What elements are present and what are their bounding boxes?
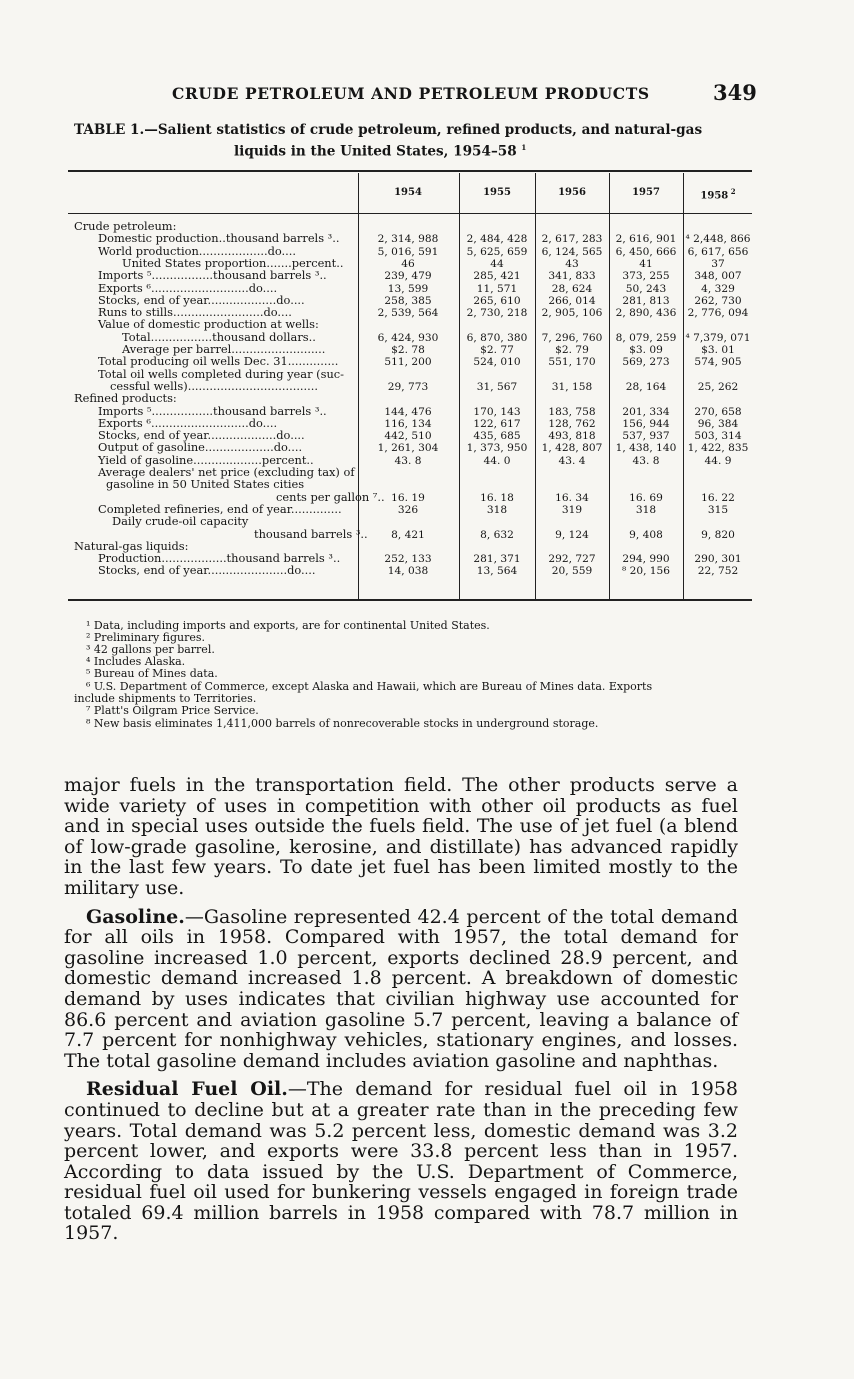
table-cell: 2, 314, 988 bbox=[377, 233, 439, 246]
table-top-rule bbox=[68, 170, 752, 172]
table-cell: 4, 329 bbox=[701, 282, 735, 295]
table-cell: 6, 124, 565 bbox=[541, 245, 603, 258]
paragraph-gasoline bbox=[64, 907, 738, 1072]
table-cell: $2. 78 bbox=[391, 344, 425, 356]
body-text bbox=[64, 775, 738, 1252]
table-row-label: Stocks, end of year......................do.... bbox=[98, 563, 316, 578]
footnote: include shipments to Territories. bbox=[74, 692, 257, 705]
footnote: ⁶ U.S. Department of Commerce, except Alaska and Hawaii, which are Bureau of Mines data. Exports bbox=[86, 680, 653, 693]
table-cell: 46 bbox=[401, 257, 415, 270]
table-cell: 373, 255 bbox=[622, 270, 670, 283]
column-header bbox=[370, 187, 446, 198]
table-cell: 16. 69 bbox=[629, 491, 663, 504]
table-cell: 290, 301 bbox=[694, 553, 742, 566]
table-cell: 156, 944 bbox=[622, 417, 670, 430]
table-cell: 16. 18 bbox=[480, 491, 514, 504]
column-header bbox=[680, 187, 756, 201]
table-cell: 16. 34 bbox=[555, 491, 589, 504]
table-cell: 281, 813 bbox=[622, 294, 670, 307]
table-cell: 2, 730, 218 bbox=[466, 307, 528, 320]
table-cell: 31, 158 bbox=[551, 380, 593, 393]
table-cell: 9, 408 bbox=[629, 528, 663, 541]
paragraph-gasoline-text: —Gasoline represented 42.4 percent of the total demand for all oils in 1958. Compared with 1957, the total demand for gasoline increased 1.0 percent, exports declined 28.9 percent, and domestic demand increased 1.8 percent. A breakdown of domestic demand by uses indicates that civilian highway use accounted for 86.6 percent and aviation gasoline 5.7 percent, leaving a balance of 7.7 percent for nonhighway vehicles, stationary engines, and losses. The total gasoline demand includes aviation gasoline and naphthas. bbox=[64, 905, 738, 1072]
table-row-label: Yield of gasoline...................percent.. bbox=[98, 452, 314, 467]
table-cell: 201, 334 bbox=[622, 405, 670, 418]
table-cell: 11, 571 bbox=[476, 282, 518, 295]
table-row-label: Domestic production..thousand barrels ³.. bbox=[98, 231, 340, 246]
table-cell: 43. 8 bbox=[394, 454, 422, 467]
column-header bbox=[459, 187, 535, 198]
table-cell: $3. 01 bbox=[701, 344, 735, 356]
footnote: ³ 42 gallons per barrel. bbox=[86, 643, 215, 656]
table-cell: 2, 890, 436 bbox=[615, 307, 677, 320]
table-row-label: Production..................thousand barrels ³.. bbox=[98, 551, 341, 566]
table-title-line2-text: liquids in the United States, 1954–58 bbox=[234, 143, 517, 160]
table-title bbox=[74, 122, 754, 161]
column-header bbox=[534, 187, 610, 198]
table-cell: 128, 762 bbox=[548, 417, 596, 430]
table-cell: 6, 424, 930 bbox=[377, 331, 439, 344]
column-header-ref: 2 bbox=[728, 187, 736, 196]
table-cell: 8, 079, 259 bbox=[615, 331, 677, 344]
table-cell: 29, 773 bbox=[387, 380, 429, 393]
table-row-label: Imports ⁵.................thousand barrels ³.. bbox=[98, 403, 327, 418]
table-cell: 22, 752 bbox=[697, 565, 739, 578]
table-row-label: Runs to stills.........................do.... bbox=[98, 305, 292, 320]
table-cell: 493, 818 bbox=[548, 430, 596, 443]
section-heading-gasoline: Gasoline. bbox=[86, 905, 185, 928]
paragraph-residual-fuel-oil-text: —The demand for residual fuel oil in 1958 continued to decline but at a greater rate than in the preceding few years. Total demand was 5.2 percent less, domestic demand was 3.2 percent lower, and exports were 33.8 percent less than in 1957. According to data issued by the U.S. Department of Commerce, residual fuel oil used for bunkering vessels engaged in foreign trade totaled 69.4 million barrels in 1958 compared with 78.7 million in 1957. bbox=[64, 1078, 738, 1245]
table-row-label: Average per barrel.......................... bbox=[122, 342, 326, 356]
table-cell: 44. 0 bbox=[483, 454, 511, 467]
table-cell: 5, 625, 659 bbox=[466, 245, 528, 258]
table-row-label: gasoline in 50 United States cities bbox=[106, 477, 305, 492]
table-row-label: Total.................thousand dollars.. bbox=[122, 329, 316, 344]
table-header-rule bbox=[68, 213, 752, 214]
table-cell: 511, 200 bbox=[384, 356, 432, 369]
table-cell: 8, 632 bbox=[480, 528, 514, 541]
table-cell: 43. 4 bbox=[558, 454, 586, 467]
table-cell: 315 bbox=[707, 503, 729, 516]
table-cell: 6, 450, 666 bbox=[615, 245, 677, 258]
table-cell: 292, 727 bbox=[548, 553, 596, 566]
table-cell: 1, 373, 950 bbox=[466, 442, 528, 455]
table-cell: 2, 539, 564 bbox=[377, 307, 439, 320]
table-cell: 8, 421 bbox=[391, 528, 425, 541]
table-row-label: cents per gallon ⁷.. bbox=[276, 489, 385, 504]
table-row-label: Average dealers' net price (excluding tax) of bbox=[98, 465, 355, 479]
table-cell: 569, 273 bbox=[622, 356, 670, 369]
column-header-year: 1954 bbox=[394, 187, 422, 198]
table-title-line1: TABLE 1.—Salient statistics of crude petroleum, refined products, and natural-gas bbox=[74, 122, 703, 138]
table-cell: 258, 385 bbox=[384, 294, 432, 307]
table-cell: 318 bbox=[635, 503, 657, 516]
table-row-label: Output of gasoline...................do.... bbox=[98, 440, 303, 455]
table-cell: 239, 479 bbox=[384, 270, 432, 283]
table-cell: 13, 599 bbox=[387, 282, 429, 295]
running-head: CRUDE PETROLEUM AND PETROLEUM PRODUCTS bbox=[172, 84, 650, 103]
table-cell: 122, 617 bbox=[473, 417, 521, 430]
table-cell: ⁸ 20, 156 bbox=[621, 565, 671, 578]
table-cell: 265, 610 bbox=[473, 294, 521, 307]
table-cell: 43. 8 bbox=[632, 454, 660, 467]
table-cell: 13, 564 bbox=[476, 565, 518, 578]
table-cell: 1, 261, 304 bbox=[377, 442, 439, 455]
table-cell: $2. 79 bbox=[555, 344, 589, 356]
column-header-year: 1955 bbox=[483, 187, 511, 198]
table-cell: 524, 010 bbox=[473, 356, 521, 369]
table-cell: 6, 870, 380 bbox=[466, 331, 528, 344]
table-cell: ⁴ 7,379, 071 bbox=[685, 331, 751, 344]
table-cell: 28, 164 bbox=[625, 380, 667, 393]
table-cell: 318 bbox=[486, 503, 508, 516]
table-cell: 270, 658 bbox=[694, 405, 742, 418]
table-row-label: thousand barrels ³.. bbox=[254, 526, 368, 541]
table-cell: 341, 833 bbox=[548, 270, 596, 283]
footnote: ⁵ Bureau of Mines data. bbox=[86, 667, 218, 680]
table-cell: 5, 016, 591 bbox=[377, 245, 439, 258]
paragraph-jet-fuel: major fuels in the transportation field. The other products serve a wide variety of uses in competition with other oil products as fuel and in special uses outside the fuels field. The use of jet fuel (a blend of low-grade gasoline, kerosine, and distillate) has advanced rapidly in the last few years. To date jet fuel has been limited mostly to the military use. bbox=[64, 774, 738, 899]
table-cell: 262, 730 bbox=[694, 294, 742, 307]
table-cell: 281, 371 bbox=[473, 553, 521, 566]
table-cell: 326 bbox=[397, 503, 419, 516]
table-cell: 16. 19 bbox=[391, 491, 425, 504]
table-cell: 25, 262 bbox=[697, 380, 739, 393]
table-cell: 294, 990 bbox=[622, 553, 670, 566]
column-header-year: 1958 bbox=[700, 190, 729, 202]
table-row-label: Stocks, end of year...................do.... bbox=[98, 292, 305, 307]
table-cell: 14, 038 bbox=[387, 565, 429, 578]
table-row-label: Total oil wells completed during year (suc- bbox=[98, 366, 345, 381]
table-row-label: Refined products: bbox=[74, 391, 177, 406]
table-cell: 2, 617, 283 bbox=[541, 233, 603, 246]
table-cell: 574, 905 bbox=[694, 356, 742, 369]
table-cell: 1, 438, 140 bbox=[615, 442, 677, 455]
table-cell: ⁴ 2,448, 866 bbox=[685, 233, 751, 246]
table-cell: 144, 476 bbox=[384, 405, 432, 418]
table-cell: 1, 428, 807 bbox=[541, 442, 603, 455]
table-cell: 285, 421 bbox=[473, 270, 521, 283]
table-title-ref: 1 bbox=[521, 143, 527, 152]
table-cell: 266, 014 bbox=[548, 294, 596, 307]
column-header bbox=[608, 187, 684, 198]
table-title-line2 bbox=[74, 139, 754, 161]
table-cell: 96, 384 bbox=[697, 417, 739, 430]
table-cell: $2. 77 bbox=[480, 344, 514, 356]
table-cell: 43 bbox=[565, 257, 579, 270]
column-header-year: 1957 bbox=[632, 187, 660, 198]
paragraph-residual-fuel-oil bbox=[64, 1079, 738, 1244]
table-cell: 551, 170 bbox=[548, 356, 596, 369]
footnote: ¹ Data, including imports and exports, are for continental United States. bbox=[86, 619, 490, 632]
table-cell: 348, 007 bbox=[694, 270, 742, 283]
table-cell: 44. 9 bbox=[704, 454, 732, 467]
table-cell: 7, 296, 760 bbox=[541, 331, 603, 344]
table-row-label: Completed refineries, end of year.............. bbox=[98, 501, 342, 516]
table-cell: 50, 243 bbox=[625, 282, 667, 295]
table-cell: 2, 484, 428 bbox=[466, 233, 528, 246]
table-cell: 44 bbox=[490, 257, 504, 270]
table-row-label: Exports ⁶...........................do.... bbox=[98, 280, 278, 295]
table-cell: 442, 510 bbox=[384, 430, 432, 443]
footnote: ⁸ New basis eliminates 1,411,000 barrels of nonrecoverable stocks in underground storage. bbox=[86, 717, 599, 730]
table-cell: 37 bbox=[711, 257, 725, 270]
table-row-label: Stocks, end of year...................do.... bbox=[98, 428, 305, 443]
table-cell: 2, 616, 901 bbox=[615, 233, 677, 246]
table-cell: 2, 905, 106 bbox=[541, 307, 603, 320]
table-row-label: Total producing oil wells Dec. 31.............. bbox=[98, 354, 339, 369]
column-header-year: 1956 bbox=[558, 187, 586, 198]
table-cell: 503, 314 bbox=[694, 430, 742, 443]
table-row-label: United States proportion.......percent.. bbox=[122, 255, 344, 270]
table-cell: 31, 567 bbox=[476, 380, 518, 393]
table-row-label: World production...................do.... bbox=[98, 243, 297, 258]
table-row-label: Crude petroleum: bbox=[74, 219, 177, 233]
table-cell: 41 bbox=[639, 257, 653, 270]
table-cell: 319 bbox=[561, 503, 583, 516]
table-row-label: Daily crude-oil capacity bbox=[112, 514, 249, 529]
footnote: ² Preliminary figures. bbox=[86, 631, 206, 644]
table-cell: 9, 820 bbox=[701, 528, 735, 541]
table-cell: 1, 422, 835 bbox=[687, 442, 749, 455]
table-cell: $3. 09 bbox=[629, 344, 663, 356]
table-row-label: Exports ⁶...........................do.... bbox=[98, 415, 278, 430]
section-heading-residual-fuel-oil: Residual Fuel Oil. bbox=[86, 1078, 288, 1101]
table-cell: 435, 685 bbox=[473, 430, 521, 443]
table-row-label: cessful wells).................................... bbox=[110, 378, 319, 393]
footnote: ⁷ Platt's Oilgram Price Service. bbox=[86, 704, 259, 717]
table-row-label: Imports ⁵.................thousand barrels ³.. bbox=[98, 268, 327, 283]
table-cell: 183, 758 bbox=[548, 405, 596, 418]
table-cell: 2, 776, 094 bbox=[687, 307, 749, 320]
table-row-label: Natural-gas liquids: bbox=[74, 538, 189, 553]
table-bottom-rule bbox=[68, 599, 752, 601]
table-cell: 537, 937 bbox=[622, 430, 670, 443]
table-row-label: Value of domestic production at wells: bbox=[98, 317, 319, 332]
table-cell: 28, 624 bbox=[551, 282, 593, 295]
table-cell: 252, 133 bbox=[384, 553, 432, 566]
table-cell: 20, 559 bbox=[551, 565, 593, 578]
table-cell: 170, 143 bbox=[473, 405, 521, 418]
table-cell: 9, 124 bbox=[555, 528, 589, 541]
page-number: 349 bbox=[713, 80, 757, 105]
table-cell: 16. 22 bbox=[701, 491, 735, 504]
footnote: ⁴ Includes Alaska. bbox=[86, 655, 186, 668]
table-cell: 116, 134 bbox=[384, 417, 432, 430]
table-cell: 6, 617, 656 bbox=[687, 245, 749, 258]
